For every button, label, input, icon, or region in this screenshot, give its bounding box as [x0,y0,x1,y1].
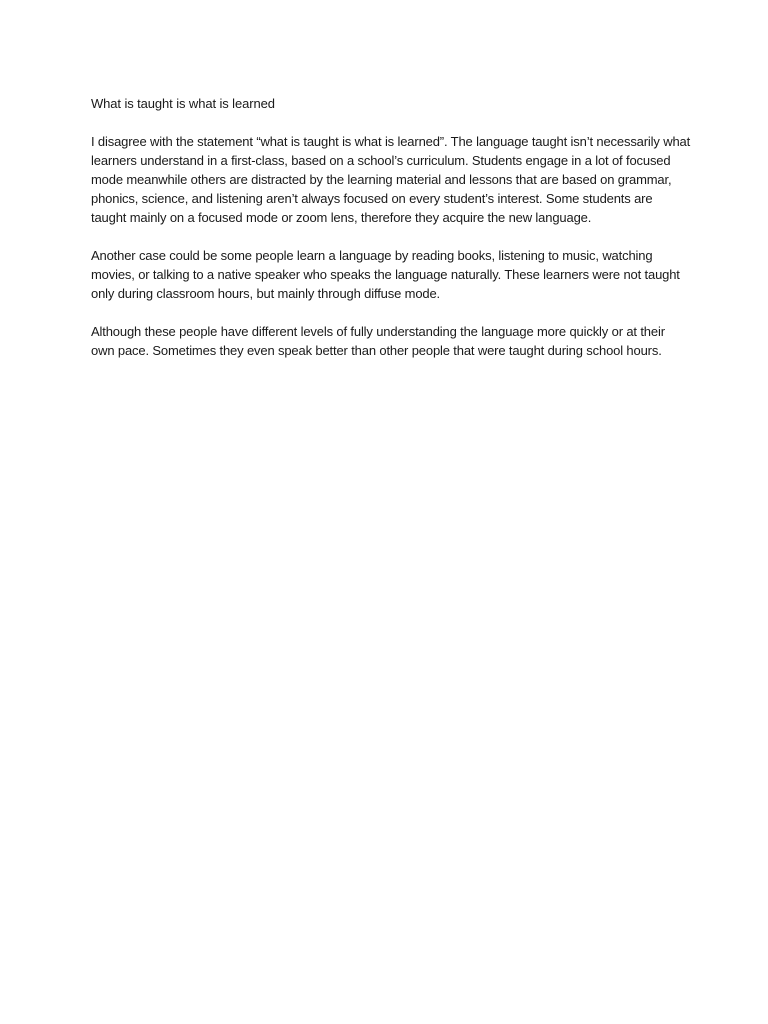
paragraph-2: Another case could be some people learn a language by reading books, listening to music, watching movies, or talking to a native speaker who speaks the language naturally. These learners were not taught only during classroom hours, but mainly through diffuse mode. [91,248,680,301]
document-title: What is taught is what is learned [91,96,275,111]
paragraph-3: Although these people have different levels of fully understanding the language more quickly or at their own pace. Sometimes they even speak better than other people that were taught during school hours. [91,324,665,358]
document-body [91,94,691,360]
paragraph-1: I disagree with the statement “what is taught is what is learned”. The language taught isn’t necessarily what learners understand in a first-class, based on a school’s curriculum. Students engage in a lot of focused mode meanwhile others are distracted by the learning material and lessons that are based on grammar, phonics, science, and listening aren’t always focused on every student’s interest. Some students are taught mainly on a focused mode or zoom lens, therefore they acquire the new language. [91,134,691,225]
